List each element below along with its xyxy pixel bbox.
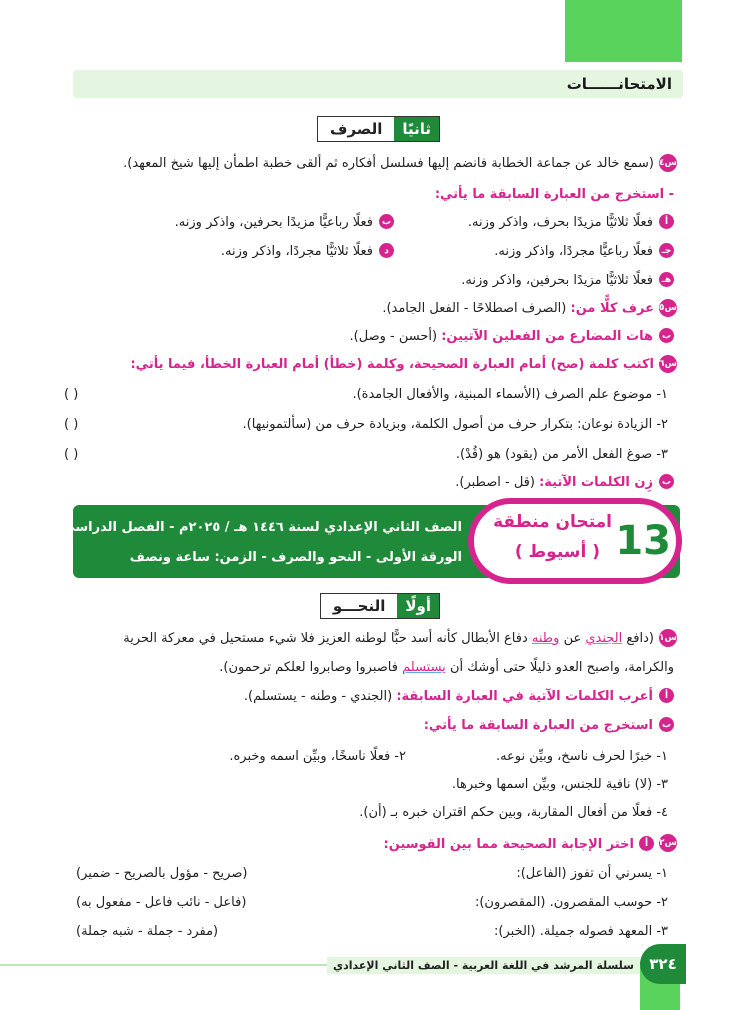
list-item: ٢- الزيادة نوعان: بتكرار حرف من أصول الكلمة، وبزيادة حرف من (سألتمونيها). — [242, 417, 668, 432]
section-heading-sarf — [317, 116, 440, 142]
question-label: اختر الإجابة الصحيحة مما بين القوسين: — [383, 837, 634, 852]
question-badge: س٦ — [659, 355, 677, 373]
list-item: فعلًا ثلاثيًّا مزيدًا بحرف، واذكر وزنه. — [467, 215, 653, 230]
text-run: فاصبروا وصابروا لعلكم ترحمون). — [219, 660, 403, 675]
text-run: عن — [559, 631, 586, 646]
answer-box[interactable]: ( ) — [64, 447, 79, 462]
question-badge: س٤ — [659, 154, 677, 172]
question-badge: س٢ — [659, 834, 677, 852]
list-item: فعلًا ثلاثيًّا مزيدًا بحرفين، واذكر وزنه. — [461, 273, 653, 288]
section-name: النحـــو — [332, 597, 386, 615]
question-line — [382, 302, 654, 315]
item-badge: ب — [659, 328, 674, 343]
highlight-word: الجندي — [585, 631, 623, 646]
question-text — [219, 661, 674, 674]
page-number: ٣٢٤ — [640, 944, 686, 984]
item-badge: ب — [659, 474, 674, 489]
exam-info-line: الورقة الأولى - النحو والصرف - الزمن: ساعة ونصف — [129, 550, 462, 565]
question-badge: س١ — [659, 629, 677, 647]
exam-number: 13 — [615, 518, 671, 564]
section-number: أولًا — [397, 594, 439, 618]
question-prompt: - استخرج من العبارة السابقة ما يأتي: — [434, 187, 674, 202]
question-label: زِن الكلمات الآتية: — [539, 475, 653, 490]
exam-title: امتحان منطقة — [493, 512, 612, 532]
answer-options: (صريح - مؤول بالصريح - ضمير) — [76, 866, 248, 881]
question-line — [455, 476, 653, 489]
question-text — [123, 632, 654, 645]
text-run: دفاع الأبطال كأنه أسد حبًّا لوطنه العزيز فلا شيء مستحيل في معركة الحرية — [123, 631, 532, 646]
question-line — [244, 690, 653, 703]
highlight-word: وطنه — [531, 631, 560, 646]
question-label: استخرج من العبارة السابقة ما يأتي: — [423, 718, 653, 733]
question-label: أعرب الكلمات الآتية في العبارة السابقة: — [396, 689, 653, 704]
list-item: ٤- فعلًا من أفعال المقاربة، وبين حكم اقتران خبره بـ (أن). — [359, 805, 668, 820]
list-item: فعلًا ثلاثيًّا مجردًا، واذكر وزنه. — [220, 244, 373, 259]
section-heading-nahw — [320, 593, 440, 619]
list-item: ٣- صوغ الفعل الأمر من (يقود) هو (قُدْ). — [455, 447, 668, 462]
exam-region: ( أسيوط ) — [514, 542, 600, 562]
question-text: (سمع خالد عن جماعة الخطابة فانضم إليها فسلسل أفكاره ثم ألقى خطبة اطمأن إليها شيخ المعهد). — [123, 156, 654, 171]
item-badge: جـ — [659, 243, 674, 258]
answer-options: (مفرد - جملة - شبه جملة) — [76, 924, 219, 939]
list-item: فعلًا رباعيًّا مجردًا، واذكر وزنه. — [494, 244, 653, 259]
question-text: (أحسن - وصل). — [349, 329, 438, 344]
section-number: ثانيًا — [394, 117, 439, 141]
item-badge: ب — [659, 717, 674, 732]
highlight-word: يستسلم — [402, 660, 446, 675]
item-badge: أ — [639, 836, 654, 851]
question-text: (الصرف اصطلاحًا - الفعل الجامد). — [382, 301, 567, 316]
list-item: ٣- المعهد فصوله جميلة. (الخبر): — [494, 924, 668, 939]
item-badge: د — [379, 243, 394, 258]
question-badge: س٥ — [659, 299, 677, 317]
list-item: ١- خبرًا لحرف ناسخ، وبيِّن نوعه. — [495, 749, 668, 764]
list-item: ٣- (لا) نافية للجنس، وبيِّن اسمها وخبرها. — [451, 777, 668, 792]
page-title: الامتحانــــــات — [566, 75, 672, 93]
item-badge: ب — [379, 214, 394, 229]
item-badge: أ — [659, 214, 674, 229]
question-label: هات المضارع من الفعلين الآتيين: — [441, 329, 653, 344]
text-run: (دافع — [622, 631, 654, 646]
item-badge: هـ — [659, 272, 674, 287]
list-item: فعلًا رباعيًّا مزيدًا بحرفين، واذكر وزنه. — [174, 215, 373, 230]
question-label: عرف كلًّا من: — [570, 301, 654, 316]
answer-box[interactable]: ( ) — [64, 387, 79, 402]
question-prompt: اكتب كلمة (صح) أمام العبارة الصحيحة، وكلمة (خطأ) أمام العبارة الخطأ، فيما يأتي: — [130, 357, 654, 372]
section-name: الصرف — [330, 120, 383, 138]
text-run: والكرامة، واصبح العدو ذليلًا حتى أوشك أن — [445, 660, 674, 675]
list-item: ٢- فعلًا ناسخًا، وبيِّن اسمه وخبره. — [229, 749, 406, 764]
question-text: (الجندي - وطنه - يستسلم). — [243, 689, 393, 704]
top-tab — [565, 0, 682, 62]
item-badge: أ — [659, 688, 674, 703]
question-text: (قل - اصطبر). — [455, 475, 535, 490]
answer-box[interactable]: ( ) — [64, 417, 79, 432]
list-item: ٢- حوسب المقصرون. (المقصرون): — [474, 895, 668, 910]
footer-series-title: سلسلة المرشد في اللغة العربية - الصف الثاني الإعدادي — [327, 957, 640, 974]
exam-info-line: الصف الثاني الإعدادي لسنة ١٤٤٦ هـ / ٢٠٢٥م - الفصل الدراسي الأول — [24, 520, 462, 535]
question-line — [350, 330, 653, 343]
answer-options: (فاعل - نائب فاعل - مفعول به) — [76, 895, 247, 910]
list-item: ١- موضوع علم الصرف (الأسماء المبنية، والأفعال الجامدة). — [352, 387, 668, 402]
list-item: ١- يسرني أن تفوز (الفاعل): — [516, 866, 668, 881]
